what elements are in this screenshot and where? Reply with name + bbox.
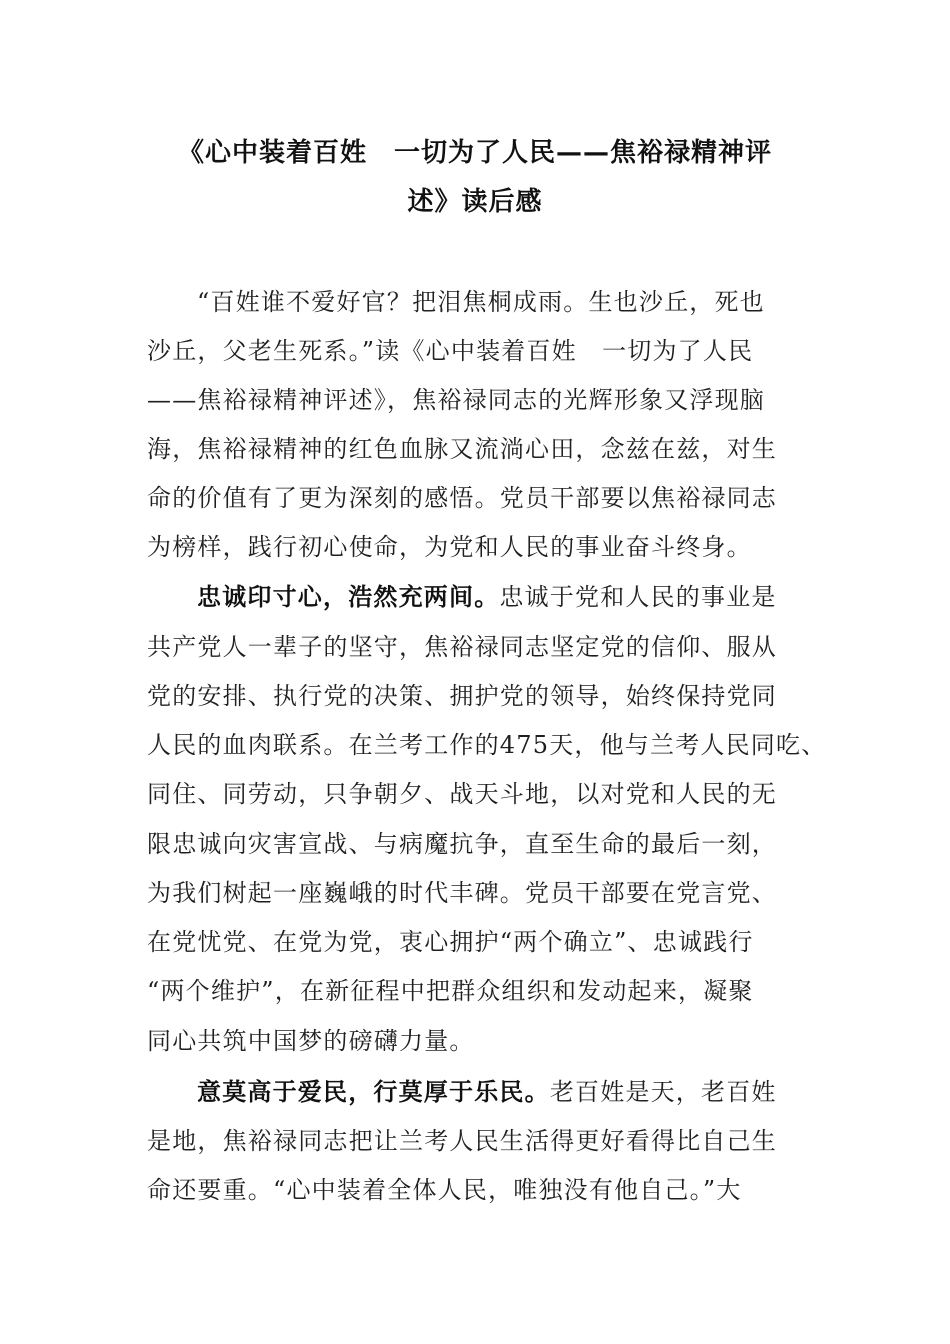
- document-title-line-1: 《心中装着百姓 一切为了人民——焦裕禄精神评: [177, 138, 772, 168]
- paragraph-2-line-1: [197, 582, 877, 612]
- paragraph-2-line-9: “两个维护”，在新征程中把群众组织和发动起来，凝聚: [147, 977, 754, 1005]
- paragraph-2-line-7: 为我们树起一座巍峨的时代丰碑。党员干部要在党言党、: [147, 879, 777, 907]
- paragraph-2-line-5: 同住、同劳动，只争朝夕、战天斗地，以对党和人民的无: [147, 780, 777, 808]
- document-title-line-2: 述》读后感: [407, 187, 543, 217]
- paragraph-1-line-4: 海，焦裕禄精神的红色血脉又流淌心田，念兹在兹，对生: [147, 435, 777, 463]
- paragraph-2-line-3: 党的安排、执行党的决策、拥护党的领导，始终保持党同: [147, 682, 777, 710]
- paragraph-2-first-rest: 忠诚于党和人民的事业是: [499, 583, 777, 611]
- paragraph-1-line-5: 命的价值有了更为深刻的感悟。党员干部要以焦裕禄同志: [147, 484, 777, 512]
- paragraph-1-line-1: “百姓谁不爱好官？把泪焦桐成雨。生也沙丘，死也: [197, 288, 765, 316]
- paragraph-3-line-2: 是地，焦裕禄同志把让兰考人民生活得更好看得比自己生: [147, 1127, 777, 1155]
- paragraph-1-line-3: ——焦裕禄精神评述》，焦裕禄同志的光辉形象又浮现脑: [147, 386, 765, 414]
- paragraph-3-line-3: 命还要重。“心中装着全体人民，唯独没有他自己。”大: [147, 1176, 742, 1204]
- paragraph-2-line-6: 限忠诚向灾害宣战、与病魔抗争，直至生命的最后一刻，: [147, 830, 777, 858]
- paragraph-2-line-10: 同心共筑中国梦的磅礴力量。: [147, 1027, 475, 1055]
- paragraph-2-line-8: 在党忧党、在党为党，衷心拥护“两个确立”、忠诚践行: [147, 928, 754, 956]
- paragraph-3-lead: 意莫高于爱民，行莫厚于乐民。: [197, 1078, 550, 1106]
- paragraph-3-first-rest: 老百姓是天，老百姓: [549, 1078, 777, 1106]
- paragraph-3-line-1: [197, 1077, 877, 1107]
- paragraph-2-lead: 忠诚印寸心，浩然充两间。: [197, 583, 500, 611]
- paragraph-2-line-4: 人民的血肉联系。在兰考工作的475天，他与兰考人民同吃、: [147, 731, 827, 759]
- paragraph-1-line-6: 为榜样，践行初心使命，为党和人民的事业奋斗终身。: [147, 533, 752, 561]
- paragraph-1-line-2: 沙丘，父老生死系。”读《心中装着百姓 一切为了人民: [147, 337, 754, 365]
- paragraph-2-line-2: 共产党人一辈子的坚守，焦裕禄同志坚定党的信仰、服从: [147, 633, 777, 661]
